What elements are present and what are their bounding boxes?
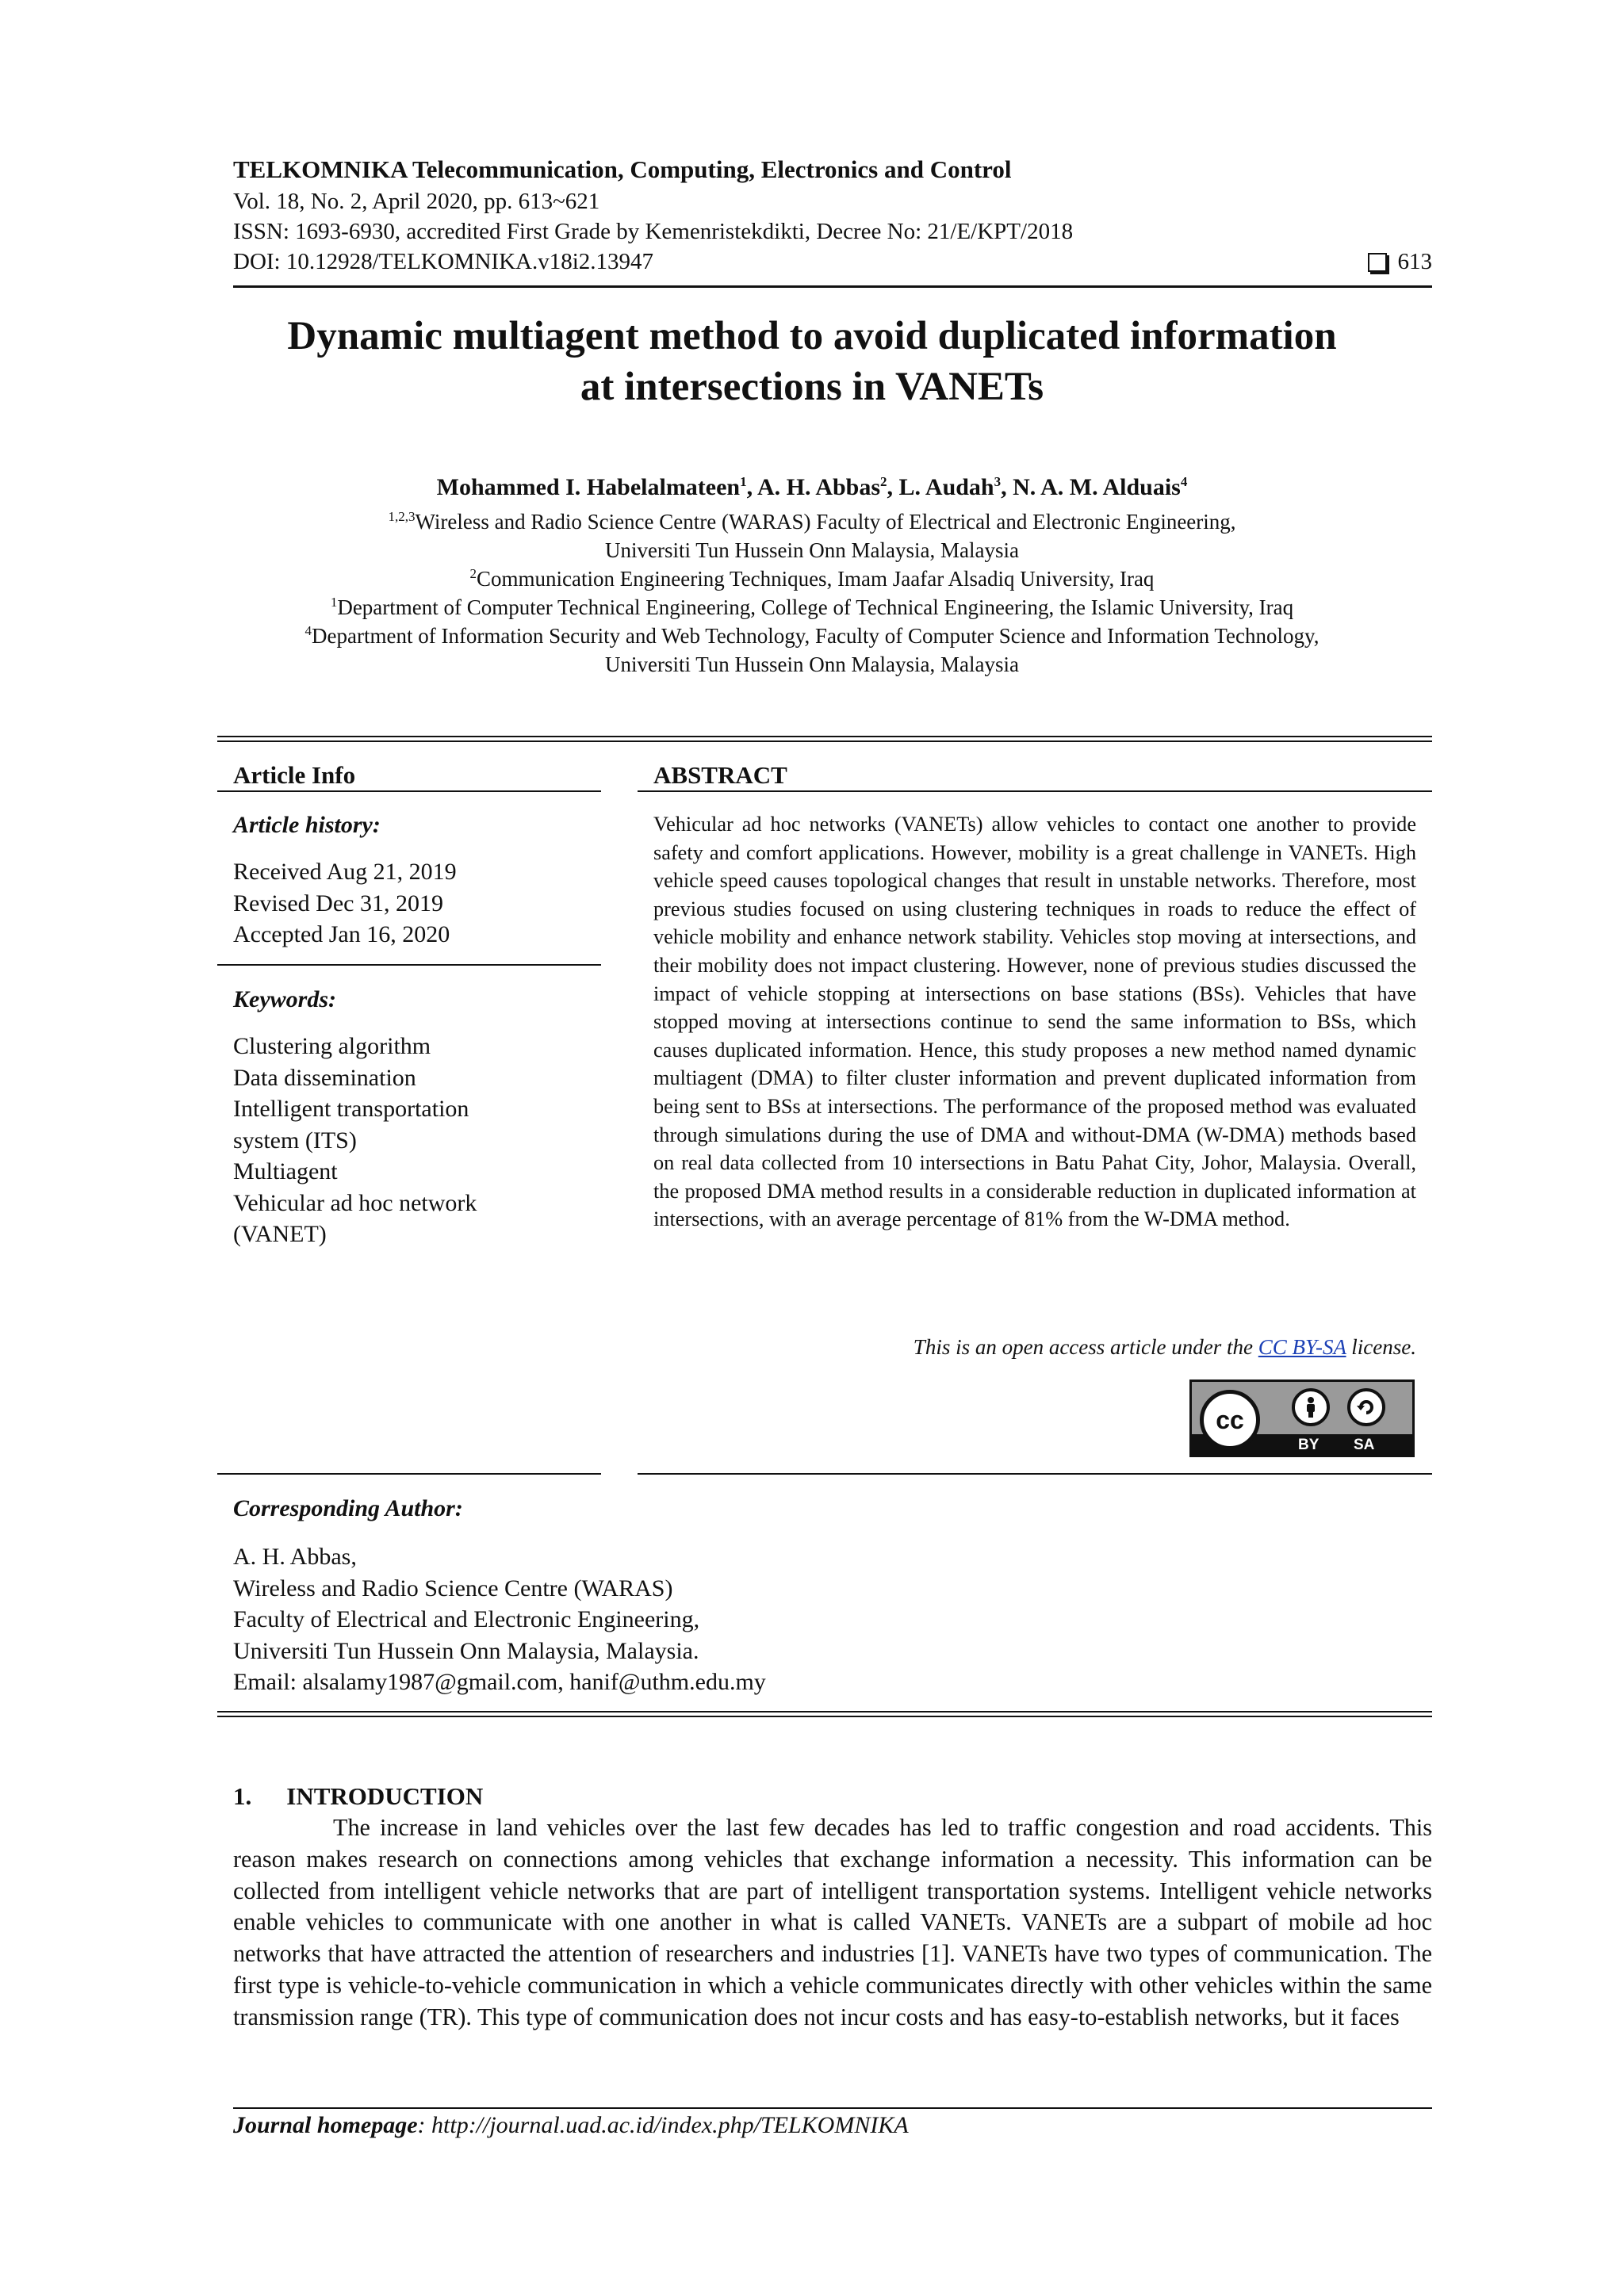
- article-history-list: [233, 856, 457, 951]
- badge-by-label: BY: [1298, 1437, 1320, 1453]
- author: Mohammed I. Habelalmateen$^1$,: [436, 474, 757, 500]
- keyword-item: Multiagent: [233, 1158, 338, 1184]
- keyword-item: (VANET): [233, 1221, 327, 1247]
- corresponding-author-heading: Corresponding Author:: [233, 1495, 463, 1521]
- cc-by-sa-link[interactable]: CC BY-SA: [1258, 1335, 1346, 1359]
- paper-title-line-1: Dynamic multiagent method to avoid duplicated information: [287, 314, 1337, 358]
- info-box-bottom-rule-2: [217, 1716, 1432, 1717]
- history-item: Received Aug 21, 2019: [233, 859, 457, 885]
- attribution-icon: [1292, 1388, 1330, 1426]
- square-bullet-icon: [1368, 253, 1387, 272]
- journal-name: TELKOMNIKA Telecommunication, Computing, Electronics and Control: [233, 155, 1012, 183]
- abstract-bottom-rule: [638, 1473, 1432, 1475]
- abstract-text: Vehicular ad hoc networks (VANETs) allow vehicles to contact one another to provide safety and comfort applications. However, mobility is a great challenge in VANETs. High vehicle speed causes topological changes that result in unstable networks. Therefore, most previous studies focused on using clustering techniques in roads to reduce the effect of vehicle mobility and enhance network stability. Vehicles stop moving at intersections, and their mobility does not impact clustering. However, none of previous studies discussed the impact of vehicle stopping at intersections on base stations (BSs). Vehicles that have stopped moving at intersections continue to send the same information to BSs, which causes duplicated information. Hence, this study proposes a new method named dynamic multiagent (DMA) to filter cluster information and prevent duplicated information from being sent to BSs at intersections. The performance of the proposed method was evaluated through simulations during the use of DMA and without-DMA (W-DMA) methods based on real data collected from 10 intersections in Batu Pahat City, Johor, Malaysia. Overall, the proposed DMA method results in a considerable reduction in duplicated information at intersections, with an average percentage of 81% from the W-DMA method.: [653, 813, 1416, 1231]
- affiliation: $^4$Department of Information Security and Web Technology, Faculty of Computer Science and Information Technology,: [304, 623, 1320, 648]
- affiliation: Universiti Tun Hussein Onn Malaysia, Malaysia: [605, 538, 1019, 562]
- page-number: [1368, 249, 1433, 275]
- keyword-item: Intelligent transportation: [233, 1096, 469, 1122]
- affiliation: $^2$Communication Engineering Techniques, Imam Jaafar Alsadiq University, Iraq: [469, 566, 1155, 591]
- abstract-heading: ABSTRACT: [653, 761, 787, 789]
- header-rule: [233, 285, 1432, 288]
- affiliation: $^{1,2,3}$Wireless and Radio Science Centre (WARAS) Faculty of Electrical and Electronic Engineering,: [388, 509, 1236, 534]
- introduction-text: The increase in land vehicles over the last few decades has led to traffic congestion and road accidents. This reason makes research on connections among vehicles that exchange information a necessity. This information can be collected from intelligent vehicle networks that are part of intelligent transportation systems. Intelligent vehicle networks enable vehicles to communicate with one another in what is called VANETs. VANETs are a subpart of mobile ad hoc networks that have attracted the attention of researchers and industries [1]. VANETs have two types of communication. The first type is vehicle-to-vehicle communication in which a vehicle communicates directly with other vehicles within the same transmission range (TR). This type of communication does not incur costs and has easy-to-establish networks, but it faces: [233, 1814, 1432, 2030]
- author: A. H. Abbas$^2$,: [756, 474, 899, 500]
- corresponding-author-email: Email: alsalamy1987@gmail.com, hanif@uthm.edu.my: [233, 1669, 766, 1695]
- article-doi: DOI: 10.12928/TELKOMNIKA.v18i2.13947: [233, 249, 654, 274]
- article-history-heading: Article history:: [233, 812, 381, 838]
- article-info-bottom-rule: [217, 1473, 601, 1475]
- affiliation: Universiti Tun Hussein Onn Malaysia, Malaysia: [605, 652, 1019, 676]
- author: N. A. M. Alduais$^4$: [1013, 474, 1188, 500]
- keywords-list: [233, 1031, 477, 1250]
- affiliation: $^1$Department of Computer Technical Engineering, College of Technical Engineering, the Islamic University, Iraq: [330, 595, 1294, 619]
- footer-rule: [233, 2107, 1432, 2109]
- keyword-item: Clustering algorithm: [233, 1033, 431, 1059]
- corresponding-author-line: Faculty of Electrical and Electronic Engineering,: [233, 1606, 700, 1632]
- creative-commons-icon: cc: [1200, 1390, 1260, 1450]
- person-icon: [1299, 1395, 1323, 1419]
- author-list: [0, 474, 1624, 501]
- keyword-item: system (ITS): [233, 1127, 357, 1154]
- info-box-top-rule: [217, 736, 1432, 737]
- journal-homepage-url[interactable]: : http://journal.uad.ac.id/index.php/TELKOMNIKA: [417, 2112, 909, 2138]
- info-box-top-rule-2: [217, 740, 1432, 742]
- keyword-item: Vehicular ad hoc network: [233, 1189, 477, 1216]
- corresponding-author-line: Wireless and Radio Science Centre (WARAS): [233, 1575, 673, 1601]
- journal-volume: Vol. 18, No. 2, April 2020, pp. 613~621: [233, 189, 600, 214]
- keyword-item: Data dissemination: [233, 1064, 416, 1091]
- corresponding-author-line: Universiti Tun Hussein Onn Malaysia, Malaysia.: [233, 1637, 699, 1664]
- history-item: Accepted Jan 16, 2020: [233, 921, 450, 947]
- paper-title: [0, 311, 1624, 412]
- journal-homepage: Journal homepage: http://journal.uad.ac.id/index.php/TELKOMNIKA: [233, 2112, 909, 2138]
- author: L. Audah$^3$,: [898, 474, 1013, 500]
- corresponding-author-details: [233, 1541, 766, 1698]
- info-box-bottom-rule: [217, 1711, 1432, 1712]
- open-access-notice: This is an open access article under the CC BY-SA license.: [913, 1335, 1416, 1359]
- corresponding-author-line: A. H. Abbas,: [233, 1544, 357, 1570]
- cc-by-sa-badge[interactable]: [1189, 1380, 1415, 1457]
- keywords-top-rule: [217, 964, 601, 966]
- paper-title-line-2: at intersections in VANETs: [580, 365, 1044, 409]
- article-info-heading: Article Info: [233, 761, 356, 789]
- abstract-rule: [638, 790, 1432, 792]
- keywords-heading: Keywords:: [233, 986, 336, 1012]
- journal-issn: ISSN: 1693-6930, accredited First Grade by Kemenristekdikti, Decree No: 21/E/KPT/2018: [233, 219, 1074, 244]
- introduction-heading: 1. INTRODUCTION: [233, 1782, 484, 1810]
- article-info-rule: [217, 790, 601, 792]
- affiliation-list: [0, 507, 1624, 679]
- share-alike-arrow-icon: [1354, 1395, 1378, 1419]
- page-number-value: 613: [1397, 249, 1432, 274]
- history-item: Revised Dec 31, 2019: [233, 890, 443, 916]
- share-alike-icon: [1347, 1388, 1385, 1426]
- badge-sa-label: SA: [1354, 1437, 1375, 1453]
